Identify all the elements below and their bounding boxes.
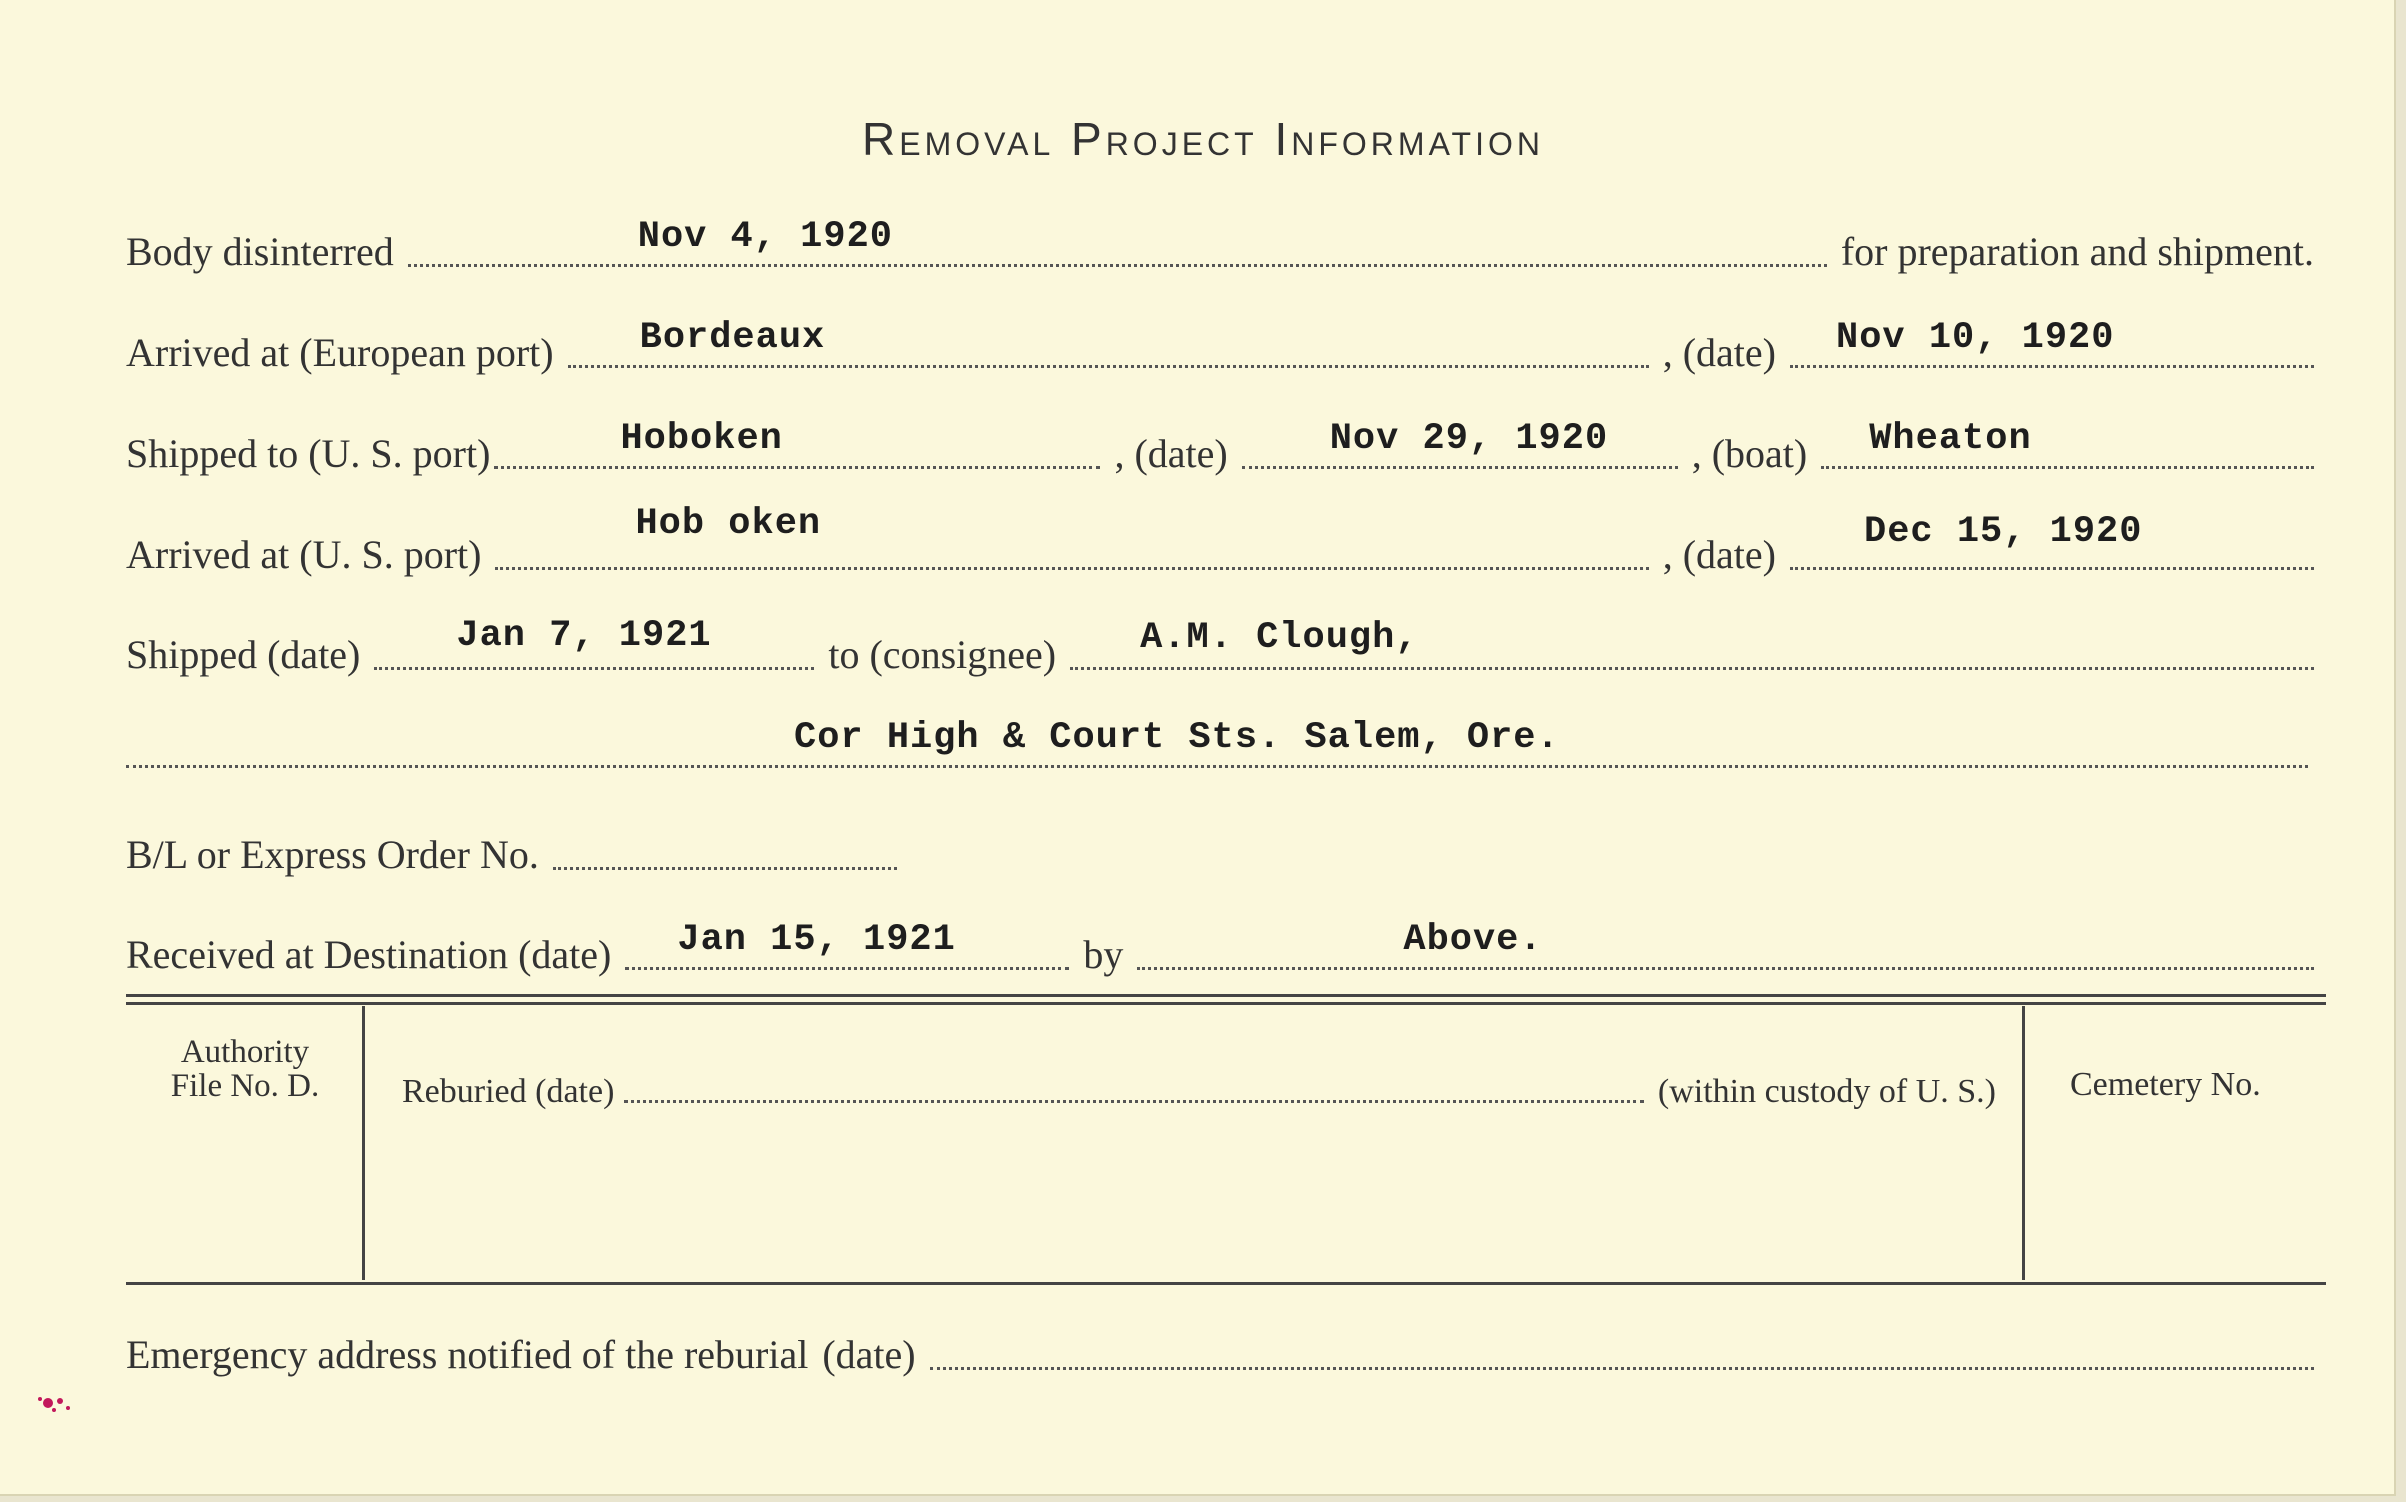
row-shipped-us xyxy=(126,417,2314,477)
european-port-field[interactable] xyxy=(568,313,1649,368)
disinterred-label: Body disinterred xyxy=(126,229,394,274)
address-value: Cor High & Court Sts. Salem, Ore. xyxy=(794,717,1560,759)
european-date-label: , (date) xyxy=(1662,330,1776,375)
arrived-us-date-field[interactable] xyxy=(1790,511,2314,570)
row-received xyxy=(126,918,2314,978)
consignee-label: to (consignee) xyxy=(828,632,1057,677)
table-top-rule-2 xyxy=(126,1002,2326,1005)
shipped-date-label: Shipped (date) xyxy=(126,632,361,677)
row-european-port xyxy=(126,316,2314,376)
shipped-us-field[interactable] xyxy=(494,414,1100,469)
card-title: Removal Project Information xyxy=(862,113,1544,165)
arrived-us-date-label: , (date) xyxy=(1662,532,1776,577)
row-disinterred xyxy=(126,215,2314,275)
received-by-value: Above. xyxy=(1403,919,1543,961)
disinterred-value: Nov 4, 1920 xyxy=(637,216,893,258)
reburied-label: Reburied (date) xyxy=(402,1073,615,1110)
row-bl-order xyxy=(126,818,2314,878)
disinterred-suffix: for preparation and shipment. xyxy=(1840,229,2314,274)
row-address xyxy=(126,716,2308,776)
arrived-us-label: Arrived at (U. S. port) xyxy=(126,532,482,577)
table-divider-left xyxy=(362,1006,365,1280)
disinterred-field[interactable] xyxy=(408,212,1827,267)
cemetery-label: Cemetery No. xyxy=(2070,1066,2261,1103)
custody-label: (within custody of U. S.) xyxy=(1657,1073,1996,1110)
address-field[interactable] xyxy=(126,713,2308,768)
authority-label-line1: Authority xyxy=(180,1034,310,1070)
arrived-us-field[interactable] xyxy=(495,503,1648,570)
emergency-date-label: (date) xyxy=(822,1332,916,1377)
bl-order-field[interactable] xyxy=(553,815,897,870)
boat-value: Wheaton xyxy=(1869,418,2032,460)
shipped-date-value: Jan 7, 1921 xyxy=(456,615,712,657)
shipped-us-date-field[interactable] xyxy=(1242,414,1678,469)
emergency-field[interactable] xyxy=(930,1315,2314,1370)
received-by-label: by xyxy=(1083,932,1124,977)
received-label: Received at Destination (date) xyxy=(126,932,612,977)
shipped-us-date-label: , (date) xyxy=(1114,431,1228,476)
bl-order-label: B/L or Express Order No. xyxy=(126,832,539,877)
european-port-value: Bordeaux xyxy=(639,317,826,359)
boat-label: , (boat) xyxy=(1691,431,1808,476)
table-divider-right xyxy=(2022,1006,2025,1280)
authority-label-line2: File No. D. xyxy=(170,1068,320,1104)
emergency-label: Emergency address notified of the reburial xyxy=(126,1332,809,1377)
consignee-value: A.M. Clough, xyxy=(1140,617,1419,659)
european-date-value: Nov 10, 1920 xyxy=(1836,317,2115,359)
reburied-row xyxy=(402,1064,1996,1111)
shipped-date-field[interactable] xyxy=(374,615,814,670)
arrived-us-date-value: Dec 15, 1920 xyxy=(1864,511,2143,553)
consignee-field[interactable] xyxy=(1070,615,2314,670)
table-bottom-rule xyxy=(126,1282,2326,1285)
ink-stamp-mark-icon xyxy=(18,1388,88,1418)
row-shipped-date xyxy=(126,615,2314,678)
table-top-rule-1 xyxy=(126,994,2326,997)
reburied-field[interactable] xyxy=(624,1064,1644,1103)
shipped-us-label: Shipped to (U. S. port) xyxy=(126,431,491,476)
european-date-field[interactable] xyxy=(1790,313,2314,368)
boat-field[interactable] xyxy=(1821,414,2314,469)
received-date-field[interactable] xyxy=(625,915,1069,970)
shipped-us-value: Hoboken xyxy=(620,418,783,460)
row-emergency xyxy=(126,1318,2314,1378)
european-port-label: Arrived at (European port) xyxy=(126,330,554,375)
authority-cell xyxy=(140,1035,350,1103)
arrived-us-value: Hob oken xyxy=(635,503,822,545)
received-by-field[interactable] xyxy=(1137,915,2314,970)
shipped-us-date-value: Nov 29, 1920 xyxy=(1329,418,1609,460)
received-date-value: Jan 15, 1921 xyxy=(677,919,956,961)
row-arrived-us xyxy=(126,503,2314,578)
